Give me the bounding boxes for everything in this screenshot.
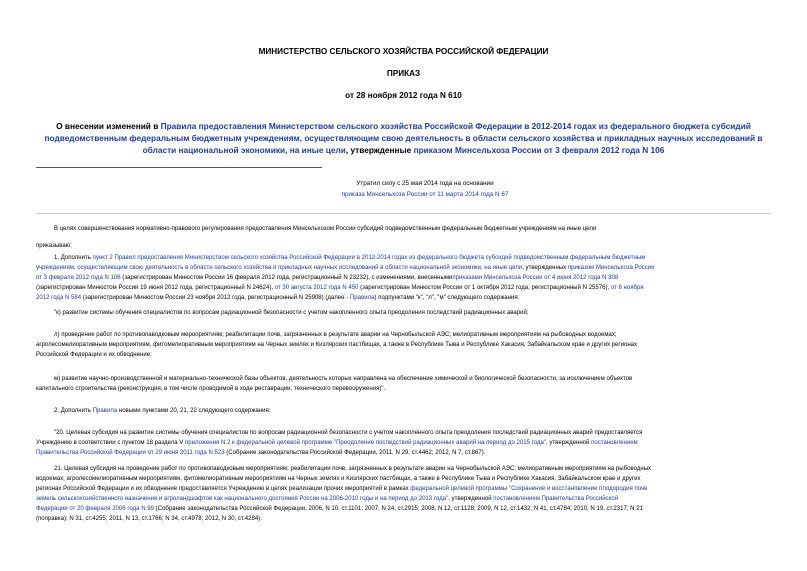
p21-line-1: 21. Целевая субсидия на проведение работ по противопаводковым мероприятиям; реабилитации почв, загрязненных в результате аварии на Чернобыльской АЭС; мелиоративным мероприятиям на рыбоводных bbox=[54, 466, 652, 472]
item1-text: (зарегистрирован Минюстом России 16 февраля 2012 года, регистрационный N 23232), с изменениями, внесенными bbox=[120, 275, 453, 281]
status-link-order-67[interactable]: приказа Минсельхоза России от 11 марта 2014 года N 67 bbox=[341, 191, 509, 198]
item1-link-order-584[interactable]: от 6 ноября bbox=[610, 285, 644, 291]
item1-text: , утвержденных bbox=[522, 265, 568, 271]
title-text-1: О внесении изменений в bbox=[56, 121, 161, 131]
date-number-heading: от 28 ноября 2012 года N 610 bbox=[345, 91, 462, 100]
p20-link-decree-523[interactable]: Правительства Российской Федерации от 29 июня 2011 года N 523 bbox=[36, 450, 225, 456]
sub-m-paragraph bbox=[36, 374, 771, 394]
preamble-paragraph bbox=[36, 224, 771, 234]
item2-text: 2. Дополнить bbox=[54, 408, 93, 414]
p20-line-1: "20. Целевая субсидия на развитие системы обучения специалистов по вопросам радиационной безопасности с учетом накопленного опыта преодоления последствий радиационных аварий предоставляется bbox=[54, 430, 643, 436]
item1-link-order[interactable]: приказом Минсельхоза России bbox=[567, 265, 655, 271]
p20-text: (Собрание законодательства Российской Федерации, 2011, N 29, ст.4462; 2012, N 7, ст.867). bbox=[224, 450, 486, 456]
item1-link-order-106[interactable]: от 3 февраля 2012 года N 106 bbox=[36, 275, 121, 281]
item1-link-order-450[interactable]: от 30 августа 2012 года N 450 bbox=[274, 285, 359, 291]
p21-text: регионах Российской Федерации и их обводнение предоставляется Учреждению в целях реализации прочих мероприятий в рамках bbox=[36, 486, 411, 492]
p21-text: (Собрание законодательства Российской Федерации, 2006, N 10, ст.1101; 2007, N 24, ст.2915; 2008, N 12, ст.1128; 2009, N 12, ст.1432; N 41, ст.4784; 2010, N 19, ст.2317; N 21 bbox=[153, 506, 643, 512]
preamble-text: В целях совершенствования нормативно-правового регулирования предоставления Минсельхозом России субсидий подведомственным федеральным бюджетным учреждениям на иные цели bbox=[54, 226, 597, 232]
title-link-rules[interactable]: Правила предоставления Министерством сельского хозяйства Российской Федерации в 2012-2014 годах из федерального бюджета субсидий подведомственным федеральным бюджетным учреждениям, осуществляющим свою деятельность в области сельского хозяйства и прикладных научных исследований в области национальной экономики, на иные цели bbox=[44, 121, 763, 155]
sub-m-line: капитального строительства (реконструкция, в том числе проводимой в ходе реставрации, технического перевооружения)". bbox=[36, 386, 386, 392]
p21-line-6: (поправка); N 31, ст.4255; 2011, N 13, ст.1766; N 34, ст.4978; 2012, N 30, ст.4284). bbox=[36, 516, 262, 522]
doc-type-heading: ПРИКАЗ bbox=[386, 69, 421, 78]
sub-l-paragraph bbox=[36, 330, 771, 360]
order-word-text: приказываю: bbox=[36, 243, 72, 249]
p21-link-program-cont[interactable]: земель сельскохозяйственного назначения и агроландшафтов как национального достояния России на 2006-2010 годы и на период до 2013 года" bbox=[36, 496, 449, 502]
item1-link-rules[interactable]: Правила bbox=[349, 295, 375, 301]
sub-m-line: м) развитие научно-производственной и материально-технической базы объектов, деятельность которых направлена на обеспечение химической и биологической безопасности, за исключением объектов bbox=[54, 376, 633, 382]
item-1-line-1 bbox=[36, 253, 771, 263]
item1-text: (зарегистрирован Минюстом России 23 ноября 2012 года, регистрационный N 25908) (далее - bbox=[81, 295, 350, 301]
title-link-order-106[interactable]: приказом Минсельхоза России от 3 февраля 2012 года N 106 bbox=[413, 145, 665, 155]
item-1-line-3 bbox=[36, 273, 771, 283]
status-divider bbox=[36, 213, 771, 214]
order-word bbox=[36, 241, 771, 251]
item1-link-order-584-cont[interactable]: 2012 года N 584 bbox=[36, 295, 82, 301]
p20-line-3 bbox=[36, 448, 771, 458]
p20-text: Учреждению в соответствии с пунктом 18 раздела V bbox=[36, 440, 185, 446]
item1-text: ) подпунктами "к", "л", "м" следующего содержания: bbox=[374, 295, 520, 301]
item-2-line bbox=[36, 406, 771, 416]
p21-link-decree[interactable]: постановлением Правительства Российской bbox=[493, 496, 619, 502]
item-1-line-4 bbox=[36, 283, 771, 293]
item-1-line-5 bbox=[36, 293, 771, 303]
sub-l-line: л) проведение работ по противопаводковым мероприятиям; реабилитации почв, загрязненных в результате аварии на Чернобыльской АЭС; мелиоративным мероприятиям на рыбоводных водоемах; bbox=[54, 332, 617, 338]
title-text-2: , утвержденные bbox=[345, 145, 414, 155]
item1-text: (зарегистрирован Минюстом России от 1 октября 2012 года, регистрационный N 25576), bbox=[358, 285, 610, 291]
p20-link-appendix[interactable]: приложения N 2 к федеральной целевой программе "Преодоление последствий радиационных аварий на период до 2015 года" bbox=[184, 440, 547, 446]
p21-line-5 bbox=[36, 504, 771, 514]
document-title bbox=[36, 120, 771, 156]
status-line-2 bbox=[190, 191, 660, 198]
status-line-1: Утратил силу с 25 мая 2014 года на основании bbox=[356, 180, 494, 187]
sub-l-line: агролесомелиоративным мероприятиям, фитомелиоративным мероприятиям на Черных землях и Кизлярских пастбищах, а также в Республике Тыва и Республике Хакасия, Забайкальском крае и других регионах bbox=[36, 342, 638, 348]
sub-k-text: "к) развитие системы обучения специалистов по вопросам радиационной безопасности с учетом накопленного опыта преодоления последствий радиационных аварий; bbox=[54, 310, 529, 316]
point-21-paragraph bbox=[36, 464, 771, 524]
item2-text: новыми пунктами 20, 21, 22 следующего содержания: bbox=[117, 408, 271, 414]
point-20-paragraph bbox=[36, 428, 771, 458]
item1-link-point2[interactable]: пункт 2 Правил предоставления Министерством сельского хозяйства Российской Федерации в 2012-2014 годах из федерального бюджета субсидий подведомственным федеральным бюджетным bbox=[92, 255, 646, 261]
p21-line-2: водоемах; агролесомелиоративным мероприятиям, фитомелиоративным мероприятиям на Черных землях и Кизлярских пастбищах, а также в Республике Тыва и Республике Хакасия, Забайкальском крае и других bbox=[36, 476, 641, 482]
item1-link-order-308[interactable]: приказами Минсельхоза России от 4 июня 2012 года N 308 bbox=[452, 275, 619, 281]
p20-text: , утвержденной bbox=[546, 440, 592, 446]
sub-k-paragraph bbox=[36, 308, 771, 318]
ministry-heading: МИНИСТЕРСТВО СЕЛЬСКОГО ХОЗЯЙСТВА РОССИЙСКОЙ ФЕДЕРАЦИИ bbox=[258, 47, 549, 56]
item-1-line-2 bbox=[36, 263, 771, 273]
item-1-paragraph bbox=[36, 253, 771, 303]
p21-link-decree-99[interactable]: Федерации от 20 февраля 2006 года N 99 bbox=[36, 506, 154, 512]
title-divider bbox=[36, 167, 322, 168]
p21-link-program[interactable]: федеральной целевой программы "Сохранение и восстановление плодородия почв bbox=[410, 486, 648, 492]
p21-text: , утвержденной bbox=[448, 496, 494, 502]
item1-link-point2-cont[interactable]: учреждениям, осуществляющим свою деятельность в области сельского хозяйства и прикладных научных исследований в области национальной экономики, на иные цели bbox=[36, 265, 523, 271]
item2-link-rules[interactable]: Правила bbox=[92, 408, 118, 414]
item1-text: (зарегистрирован Минюстом России 19 июня 2012 года, регистрационный N 24624), bbox=[36, 285, 274, 291]
p21-line-4 bbox=[36, 494, 771, 504]
p21-line-3 bbox=[36, 484, 771, 494]
item-2-paragraph bbox=[36, 406, 771, 416]
item1-text: 1. Дополнить bbox=[54, 255, 93, 261]
p20-line-2 bbox=[36, 438, 771, 448]
p20-link-decree[interactable]: постановлением bbox=[591, 440, 638, 446]
sub-l-line: Российской Федерации и их обводнение; bbox=[36, 352, 152, 358]
